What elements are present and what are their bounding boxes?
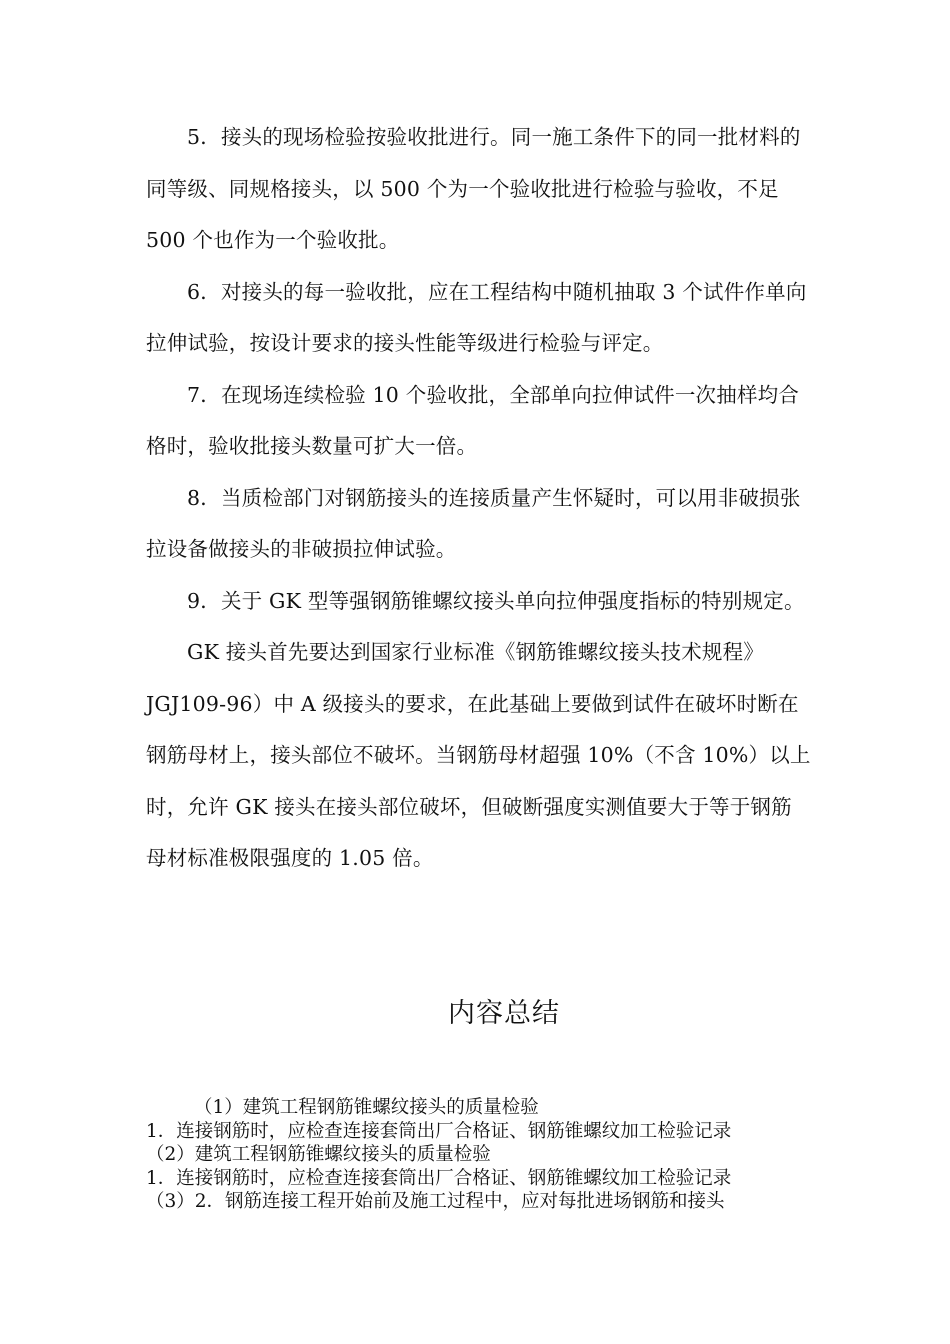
- summary-line: （2）建筑工程钢筋锥螺纹接头的质量检验: [146, 1144, 491, 1165]
- paragraph-5: 5．接头的现场检验按验收批进行。同一施工条件下的同一批材料的同等级、同规格接头，以 500 个为一个验收批进行检验与验收，不足 500 个也作为一个验收批。: [146, 125, 801, 252]
- summary-line: 1．连接钢筋时，应检查连接套筒出厂合格证、钢筋锥螺纹加工检验记录: [146, 1167, 732, 1189]
- summary-line: （1）建筑工程钢筋锥螺纹接头的质量检验: [194, 1097, 539, 1118]
- paragraph-gk-requirements: GK 接头首先要达到国家行业标准《钢筋锥螺纹接头技术规程》JGJ109-96）中 A 级接头的要求，在此基础上要做到试件在破坏时断在钢筋母材上，接头部位不破坏。当钢筋母材超强 10%（不含 10%）以上时，允许 GK 接头在接头部位破坏，但破断强度实测值要大于等于钢筋母材标准极限强度的 1.05 倍。: [146, 640, 811, 870]
- body-text: [146, 112, 811, 885]
- summary-line: （3）2．钢筋连接工程开始前及施工过程中，应对每批进场钢筋和接头: [146, 1191, 725, 1212]
- paragraph-7: 7．在现场连续检验 10 个验收批，全部单向拉伸试件一次抽样均合格时，验收批接头数量可扩大一倍。: [146, 382, 800, 458]
- paragraph-9: 9．关于 GK 型等强钢筋锥螺纹接头单向拉伸强度指标的特别规定。: [187, 588, 805, 613]
- summary-line: 1．连接钢筋时，应检查连接套筒出厂合格证、钢筋锥螺纹加工检验记录: [146, 1120, 732, 1142]
- paragraph-8: 8．当质检部门对钢筋接头的连接质量产生怀疑时，可以用非破损张拉设备做接头的非破损拉伸试验。: [146, 485, 801, 561]
- summary-title: 内容总结: [448, 998, 560, 1029]
- paragraph-6: 6．对接头的每一验收批，应在工程结构中随机抽取 3 个试件作单向拉伸试验，按设计要求的接头性能等级进行检验与评定。: [146, 279, 807, 355]
- summary-list: [146, 1096, 826, 1214]
